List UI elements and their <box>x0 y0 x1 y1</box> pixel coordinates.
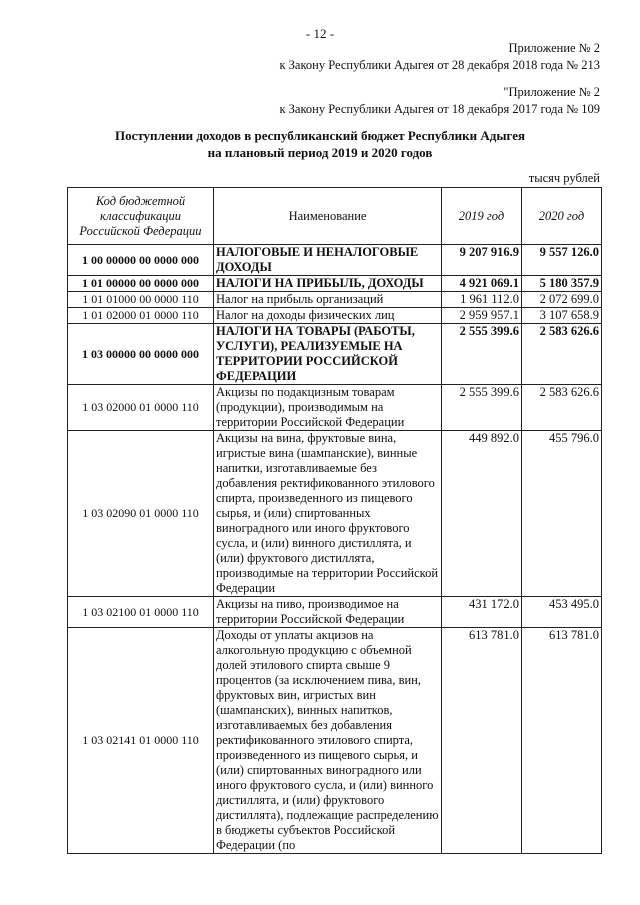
original-appendix-header <box>279 84 600 118</box>
header-2020: 2020 год <box>522 188 602 245</box>
row-value-2020: 453 495.0 <box>522 597 602 628</box>
row-value-2020: 613 781.0 <box>522 628 602 854</box>
row-code: 1 03 02090 01 0000 110 <box>68 431 214 597</box>
page-number: - 12 - <box>305 26 335 41</box>
row-name: Акцизы на вина, фруктовые вина, игристые вина (шампанские), винные напитки, изготавливаемые без добавления ректификованного этилового спирта, произведенного из пищевого сырья, и (или) спиртованных виноградного или иного фруктового сусла, и (или) винного дистиллята, и (или) фруктового дистиллята, производимые на территории Российской Федерации <box>214 431 442 597</box>
row-name: НАЛОГИ НА ТОВАРЫ (РАБОТЫ, УСЛУГИ), РЕАЛИЗУЕМЫЕ НА ТЕРРИТОРИИ РОССИЙСКОЙ ФЕДЕРАЦИИ <box>214 324 442 385</box>
row-name: НАЛОГОВЫЕ И НЕНАЛОГОВЫЕ ДОХОДЫ <box>214 245 442 276</box>
row-value-2019: 9 207 916.9 <box>442 245 522 276</box>
row-value-2020: 3 107 658.9 <box>522 308 602 324</box>
row-value-2019: 449 892.0 <box>442 431 522 597</box>
row-code: 1 01 02000 01 0000 110 <box>68 308 214 324</box>
units-label: тысяч рублей <box>528 171 600 185</box>
row-name: Налог на прибыль организаций <box>214 292 442 308</box>
row-value-2019: 2 555 399.6 <box>442 324 522 385</box>
row-value-2019: 1 961 112.0 <box>442 292 522 308</box>
table-row <box>68 431 602 597</box>
appendix-label: Приложение № 2 <box>508 41 600 55</box>
row-name: Налог на доходы физических лиц <box>214 308 442 324</box>
row-value-2019: 2 555 399.6 <box>442 385 522 431</box>
row-code: 1 03 02141 01 0000 110 <box>68 628 214 854</box>
header-name: Наименование <box>214 188 442 245</box>
document-title-line-1: Поступлении доходов в республиканский бюджет Республики Адыгея <box>114 128 526 143</box>
row-name: Доходы от уплаты акцизов на алкогольную продукцию с объемной долей этилового спирта свыше 9 процентов (за исключением пива, вин, фруктовых вин, игристых вин (шампанских), винных напитков, изготавливаемых без добавления ректификованного этилового спирта, произведенного из пищевого сырья, и (или) спиртованных виноградного или иного фруктового сусла, и (или) винного дистиллята, и (или) фруктового дистиллята), подлежащие распределению в бюджеты субъектов Российской Федерации (по <box>214 628 442 854</box>
row-value-2020: 5 180 357.9 <box>522 276 602 292</box>
row-value-2019: 613 781.0 <box>442 628 522 854</box>
row-code: 1 03 02000 01 0000 110 <box>68 385 214 431</box>
row-name: Акцизы на пиво, производимое на территории Российской Федерации <box>214 597 442 628</box>
row-name: НАЛОГИ НА ПРИБЫЛЬ, ДОХОДЫ <box>214 276 442 292</box>
original-appendix-label: "Приложение № 2 <box>503 85 600 99</box>
row-code: 1 01 00000 00 0000 000 <box>68 276 214 292</box>
table-header-row <box>68 188 602 245</box>
row-name: Акцизы по подакцизным товарам (продукции), производимым на территории Российской Федерации <box>214 385 442 431</box>
table-row <box>68 245 602 276</box>
row-value-2020: 2 583 626.6 <box>522 385 602 431</box>
row-value-2020: 2 583 626.6 <box>522 324 602 385</box>
row-value-2020: 2 072 699.0 <box>522 292 602 308</box>
table-row <box>68 597 602 628</box>
row-value-2020: 455 796.0 <box>522 431 602 597</box>
table-row <box>68 276 602 292</box>
revenue-table <box>67 187 602 854</box>
document-title-line-2: на плановый период 2019 и 2020 годов <box>207 145 433 160</box>
row-value-2019: 2 959 957.1 <box>442 308 522 324</box>
row-value-2019: 431 172.0 <box>442 597 522 628</box>
document-title <box>60 127 580 161</box>
table-row <box>68 308 602 324</box>
table-row <box>68 292 602 308</box>
appendix-law-reference: к Закону Республики Адыгея от 28 декабря 2018 года № 213 <box>279 58 600 72</box>
row-code: 1 00 00000 00 0000 000 <box>68 245 214 276</box>
header-2019: 2019 год <box>442 188 522 245</box>
row-code: 1 01 01000 00 0000 110 <box>68 292 214 308</box>
table-row <box>68 628 602 854</box>
table-row <box>68 324 602 385</box>
table-row <box>68 385 602 431</box>
row-code: 1 03 02100 01 0000 110 <box>68 597 214 628</box>
row-code: 1 03 00000 00 0000 000 <box>68 324 214 385</box>
appendix-header <box>279 40 600 74</box>
original-appendix-law-reference: к Закону Республики Адыгея от 18 декабря 2017 года № 109 <box>279 102 600 116</box>
header-code: Код бюджетной классификации Российской Федерации <box>68 188 214 245</box>
row-value-2019: 4 921 069.1 <box>442 276 522 292</box>
row-value-2020: 9 557 126.0 <box>522 245 602 276</box>
